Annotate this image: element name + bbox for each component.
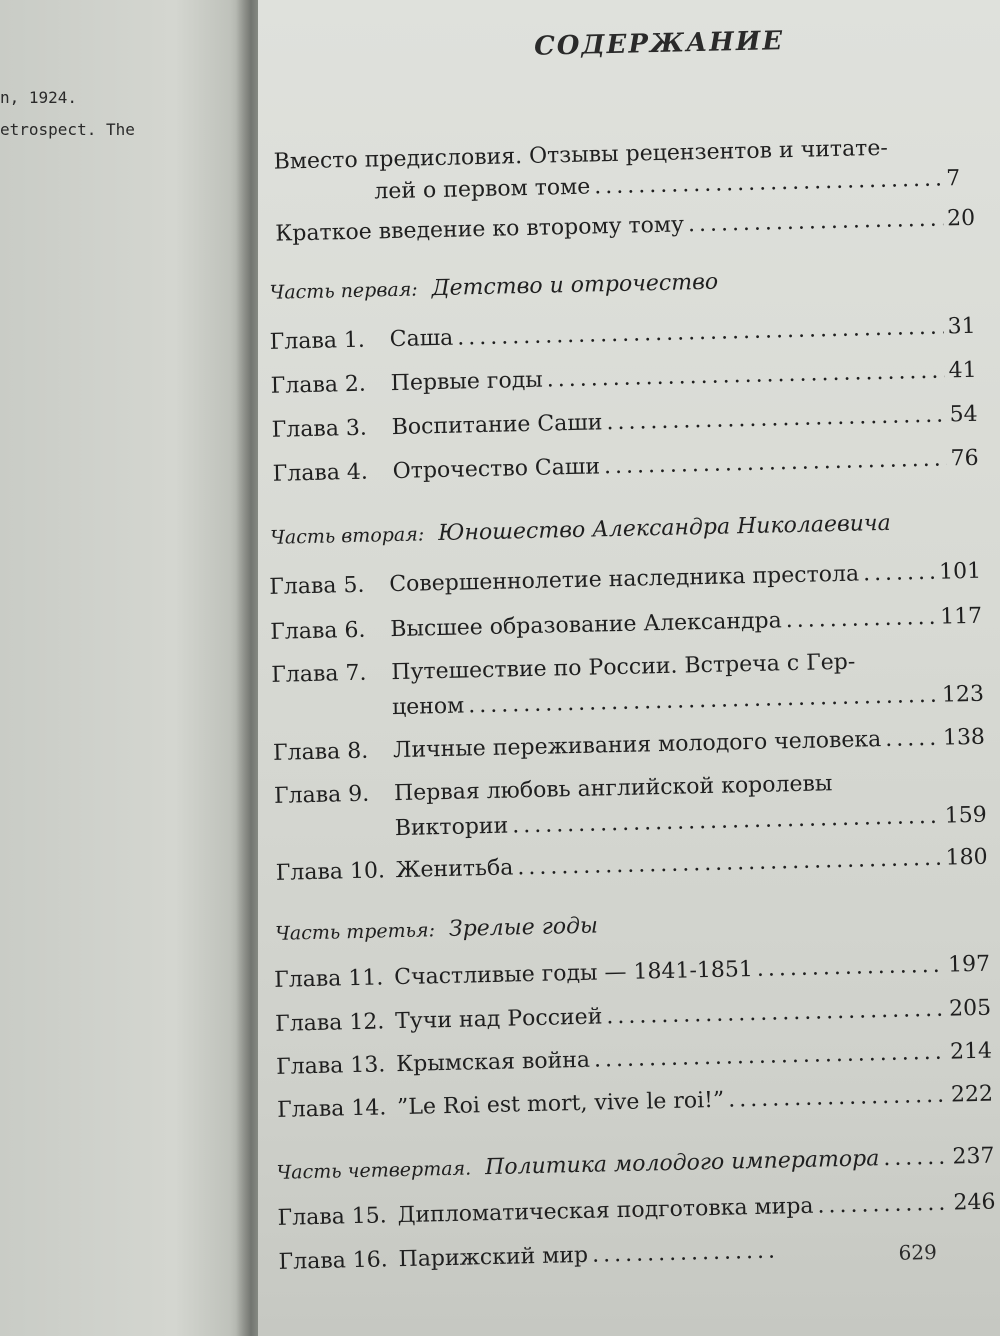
chapter-title: Воспитание Саши xyxy=(391,410,603,441)
chapter-number: Глава 7. xyxy=(271,660,367,688)
intro-entry-1-title: лей о первом томе xyxy=(374,174,591,205)
part-heading-1 xyxy=(269,270,718,305)
part-title: Политика молодого императора xyxy=(484,1146,880,1181)
chapter-title: Парижский мир xyxy=(398,1242,589,1273)
chapter-title: Первые годы xyxy=(390,367,544,397)
intro-entry-1-line-1: Вместо предисловия. Отзывы рецензентов и читате- xyxy=(273,135,889,175)
page-ref: 197 xyxy=(947,951,991,978)
chapter-title: Высшее образование Александра xyxy=(390,608,783,643)
intro-entry-2 xyxy=(275,206,975,247)
page-ref: 138 xyxy=(942,724,986,751)
chapter-title: Личные переживания молодого человека xyxy=(392,727,882,764)
chapter-title: Саша xyxy=(389,325,454,353)
chapter-number: Глава 12. xyxy=(274,1009,385,1037)
chapter-15 xyxy=(277,1190,995,1231)
chapter-number: Глава 9. xyxy=(273,781,370,809)
page-ref: 101 xyxy=(938,558,982,585)
part-label: Часть первая: xyxy=(269,278,418,304)
chapter-number: Глава 15. xyxy=(277,1203,388,1231)
chapter-number: Глава 14. xyxy=(276,1095,387,1123)
leader-dots xyxy=(883,1145,949,1171)
page-ref: 246 xyxy=(953,1189,996,1216)
part-label: Часть третья: xyxy=(274,919,436,945)
page-ref: 222 xyxy=(950,1081,994,1108)
leader-dots xyxy=(512,804,941,839)
page-ref: 76 xyxy=(950,445,979,472)
chapter-number: Глава 1. xyxy=(269,327,366,355)
chapter-8 xyxy=(273,725,985,766)
part-label: Часть четвертая. xyxy=(276,1157,472,1184)
chapter-title: Путешествие по России. Встреча с Гер- xyxy=(391,649,856,686)
chapter-title: ”Le Roi est mort, vive le roi!” xyxy=(396,1087,725,1121)
chapter-number: Глава 11. xyxy=(273,965,384,993)
leader-dots xyxy=(517,846,942,881)
chapter-title: Крымская война xyxy=(395,1047,591,1078)
page-ref: 214 xyxy=(949,1038,993,1065)
chapter-number: Глава 5. xyxy=(269,572,365,600)
chapter-number: Глава 16. xyxy=(278,1247,389,1275)
leader-dots xyxy=(546,359,944,393)
chapter-7-line-1 xyxy=(271,647,983,688)
leader-dots xyxy=(817,1191,950,1219)
chapter-title: Совершеннолетие наследника престола xyxy=(389,561,860,598)
chapter-title: Дипломатическая подготовка мира xyxy=(397,1193,814,1229)
page-ref: 41 xyxy=(948,357,977,384)
intro-entry-2-title: Краткое введение ко второму тому xyxy=(275,212,685,247)
chapter-title: Тучи над Россией xyxy=(394,1004,603,1035)
left-page xyxy=(0,0,250,1336)
chapter-11 xyxy=(274,952,990,993)
chapter-number: Глава 4. xyxy=(272,459,369,487)
part-heading-4 xyxy=(276,1144,994,1185)
page-number: 629 xyxy=(898,1239,938,1265)
chapter-number: Глава 10. xyxy=(275,858,386,886)
part-heading-2 xyxy=(270,511,891,550)
page-ref: 20 xyxy=(946,205,976,232)
part-title: Юношество Александра Николаевича xyxy=(437,510,891,547)
leader-dots xyxy=(606,997,945,1030)
chapter-number: Глава 3. xyxy=(271,415,368,443)
leader-dots xyxy=(885,726,939,752)
chapter-2 xyxy=(270,358,976,399)
page-ref: 205 xyxy=(948,995,992,1022)
leader-dots xyxy=(594,167,943,200)
page-ref: 159 xyxy=(944,802,987,829)
chapter-5 xyxy=(269,559,981,600)
leader-dots xyxy=(863,560,936,587)
chapter-9-line-1 xyxy=(274,768,986,809)
part-heading-3 xyxy=(275,914,598,946)
page-ref: 237 xyxy=(952,1143,995,1170)
page-title: СОДЕРЖАНИЕ xyxy=(533,26,785,62)
leader-dots xyxy=(606,403,946,436)
chapter-title: Первая любовь английской королевы xyxy=(393,771,833,807)
page-ref: 7 xyxy=(945,166,961,192)
part-label: Часть вторая: xyxy=(269,523,425,549)
page-ref: 117 xyxy=(939,603,983,630)
leader-dots xyxy=(688,207,944,238)
chapter-3 xyxy=(271,402,977,443)
chapter-number: Глава 8. xyxy=(272,738,369,766)
page-ref: 180 xyxy=(945,844,988,871)
leader-dots xyxy=(594,1040,947,1073)
chapter-9-line-2 xyxy=(395,803,987,841)
chapter-14 xyxy=(277,1082,993,1123)
table-of-contents xyxy=(258,0,1000,1336)
leader-dots xyxy=(457,315,944,351)
left-page-text-line-2: etrospect. The xyxy=(0,120,135,139)
chapter-10 xyxy=(276,845,988,886)
leader-dots xyxy=(757,953,945,982)
leader-dots xyxy=(468,683,938,719)
intro-entry-1 xyxy=(374,166,960,204)
chapter-title: Женитьба xyxy=(395,855,514,884)
chapter-6 xyxy=(270,604,982,645)
leader-dots xyxy=(728,1083,947,1113)
chapter-title: Счастливые годы — 1841-1851 xyxy=(393,957,754,991)
chapter-number: Глава 2. xyxy=(270,371,367,399)
leader-dots xyxy=(604,446,947,479)
leader-dots xyxy=(785,605,936,633)
chapter-7-line-2 xyxy=(392,682,984,720)
leader-dots xyxy=(592,1239,775,1268)
right-page xyxy=(258,0,1000,1336)
part-title: Зрелые годы xyxy=(448,913,599,942)
page-ref: 123 xyxy=(941,681,985,708)
chapter-4 xyxy=(272,446,978,487)
chapter-title-continued: ценом xyxy=(391,693,465,721)
chapter-title: Отрочество Саши xyxy=(392,454,601,485)
part-title: Детство и отрочество xyxy=(431,269,719,302)
chapter-number: Глава 6. xyxy=(270,617,366,645)
chapter-title-continued: Виктории xyxy=(394,813,509,842)
chapter-13 xyxy=(276,1039,992,1080)
page-ref: 54 xyxy=(949,401,978,428)
chapter-1 xyxy=(269,314,975,355)
page-ref: 31 xyxy=(947,313,976,340)
left-page-text-line-1: n, 1924. xyxy=(0,88,78,107)
chapter-16 xyxy=(278,1239,778,1275)
chapter-number: Глава 13. xyxy=(275,1052,386,1080)
chapter-12 xyxy=(275,996,991,1037)
